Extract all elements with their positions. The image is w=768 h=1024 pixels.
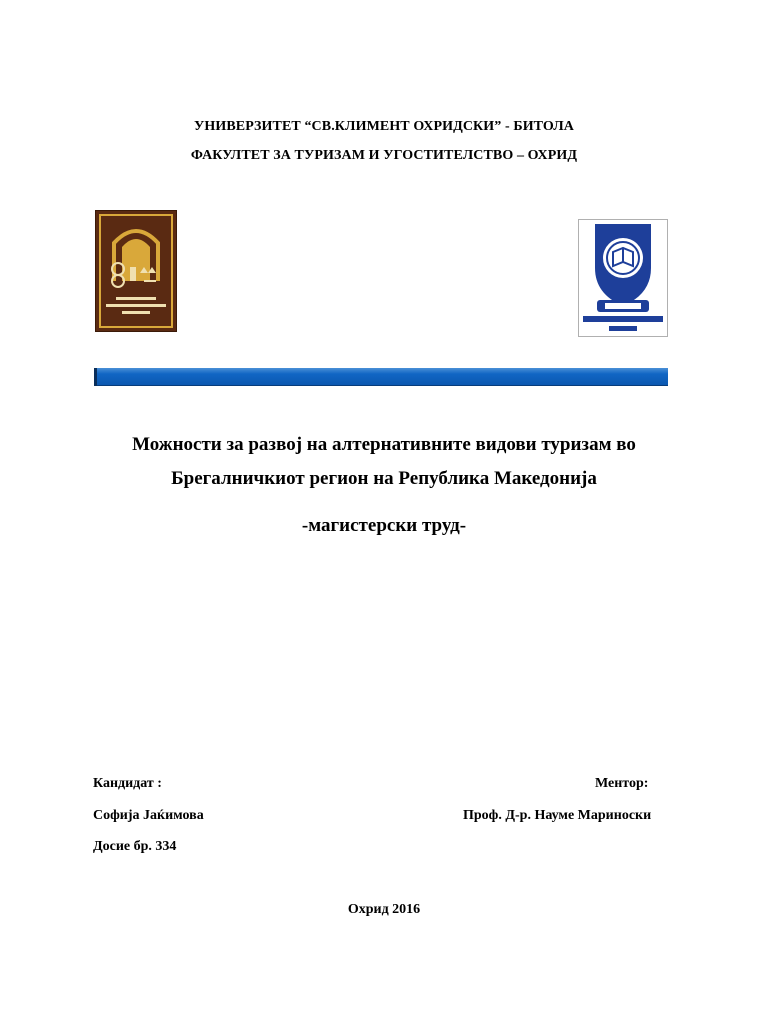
faculty-logo-icon [578,219,668,337]
candidate-name: Софија Јаќимова [93,808,204,823]
mentor-label: Ментор: [595,776,649,791]
candidate-label: Кандидат : [93,776,162,791]
dossier-number: Досие бр. 334 [93,839,177,854]
thesis-subtitle: -магистерски труд- [301,515,467,536]
faculty-name: ФАКУЛТЕТ ЗА ТУРИЗАМ И УГОСТИТЕЛСТВО – ОХРИД [190,148,578,163]
place-and-year: Охрид 2016 [347,902,421,917]
mentor-name: Проф. Д-р. Науме Мариноски [463,808,652,823]
university-logo-icon [95,210,177,332]
university-name: УНИВЕРЗИТЕТ “СВ.КЛИМЕНТ ОХРИДСКИ” - БИТОЛА [194,119,574,134]
thesis-title-line-2: Брегалничкиот регион на Република Македонија [171,468,597,489]
thesis-title-line-1: Можности за развој на алтернативните видови туризам во [132,434,636,455]
divider-edge [94,368,97,386]
divider-bar [94,368,668,386]
